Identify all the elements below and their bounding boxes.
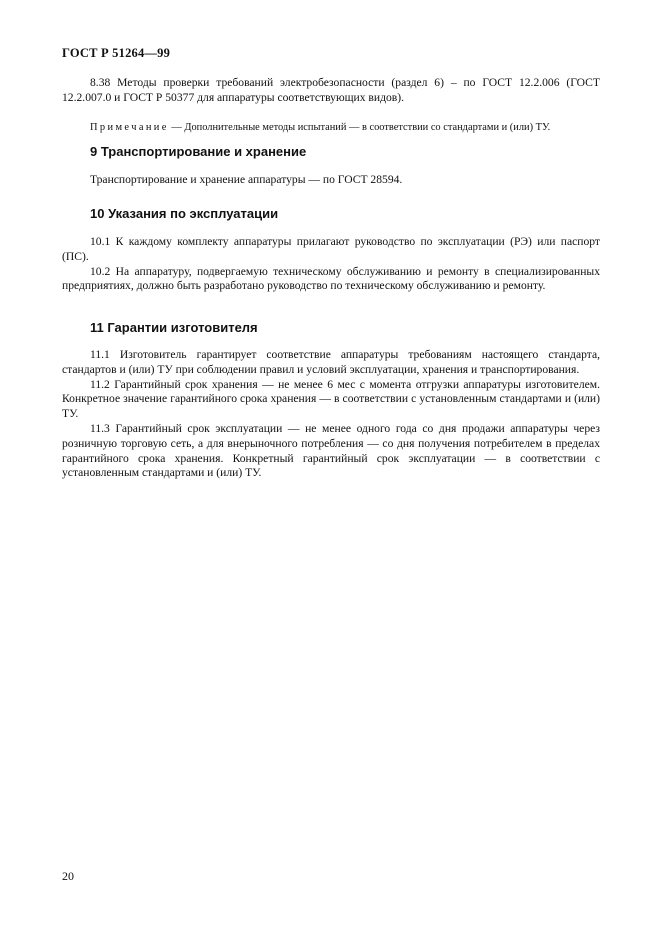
section-9-title: 9 Транспортирование и хранение (90, 144, 307, 159)
section-10-body (62, 235, 600, 294)
note-block (62, 111, 600, 145)
clause-8-38-block (62, 76, 600, 106)
clause-11-2: 11.2 Гарантийный срок хранения — не менее 6 мес с момента отгрузки аппаратуры изготовителем. Конкретное значение гарантийного срока хранения — в соответствии с установленным стандартами и (или) ТУ. (62, 377, 600, 421)
section-9-text: Транспортирование и хранение аппаратуры — по ГОСТ 28594. (90, 173, 403, 186)
section-9-body (62, 173, 600, 188)
page-number: 20 (62, 869, 74, 883)
section-11-title: 11 Гарантии изготовителя (90, 320, 258, 335)
clause-10-1: 10.1 К каждому комплекту аппаратуры прилагают руководство по эксплуатации (РЭ) или паспорт (ПС). (62, 235, 600, 263)
document-header: ГОСТ Р 51264—99 (62, 46, 171, 60)
clause-11-1: 11.1 Изготовитель гарантирует соответствие аппаратуры требованиям настоящего стандарта, стандартов и (или) ТУ при соблюдении правил и условий эксплуатации, хранения и транспортирования. (62, 348, 600, 376)
section-11-body (62, 348, 600, 481)
note-label: Примечание (90, 122, 169, 134)
clause-8-38: 8.38 Методы проверки требований электробезопасности (раздел 6) – по ГОСТ 12.2.006 (ГОСТ 12.2.007.0 и ГОСТ Р 50377 для аппаратуры соответствующих видов). (62, 76, 600, 104)
clause-11-3: 11.3 Гарантийный срок эксплуатации — не менее одного года со дня продажи аппаратуры через розничную торговую сеть, а для внерыночного потребления — со дня получения потребителем в пределах гарантийного срока хранения. Конкретный гарантийный срок эксплуатации — в соответствии с установленным стандартами и (или) ТУ. (62, 421, 600, 480)
note-paragraph (62, 121, 600, 134)
clause-10-2: 10.2 На аппаратуру, подвергаемую техническому обслуживанию и ремонту в специализированных предприятиях, должно быть разработано руководство по техническому обслуживанию и ремонту. (62, 264, 600, 293)
note-text: — Дополнительные методы испытаний — в соответствии со стандартами и (или) ТУ. (168, 122, 551, 134)
section-10-title: 10 Указания по эксплуатации (90, 206, 279, 221)
